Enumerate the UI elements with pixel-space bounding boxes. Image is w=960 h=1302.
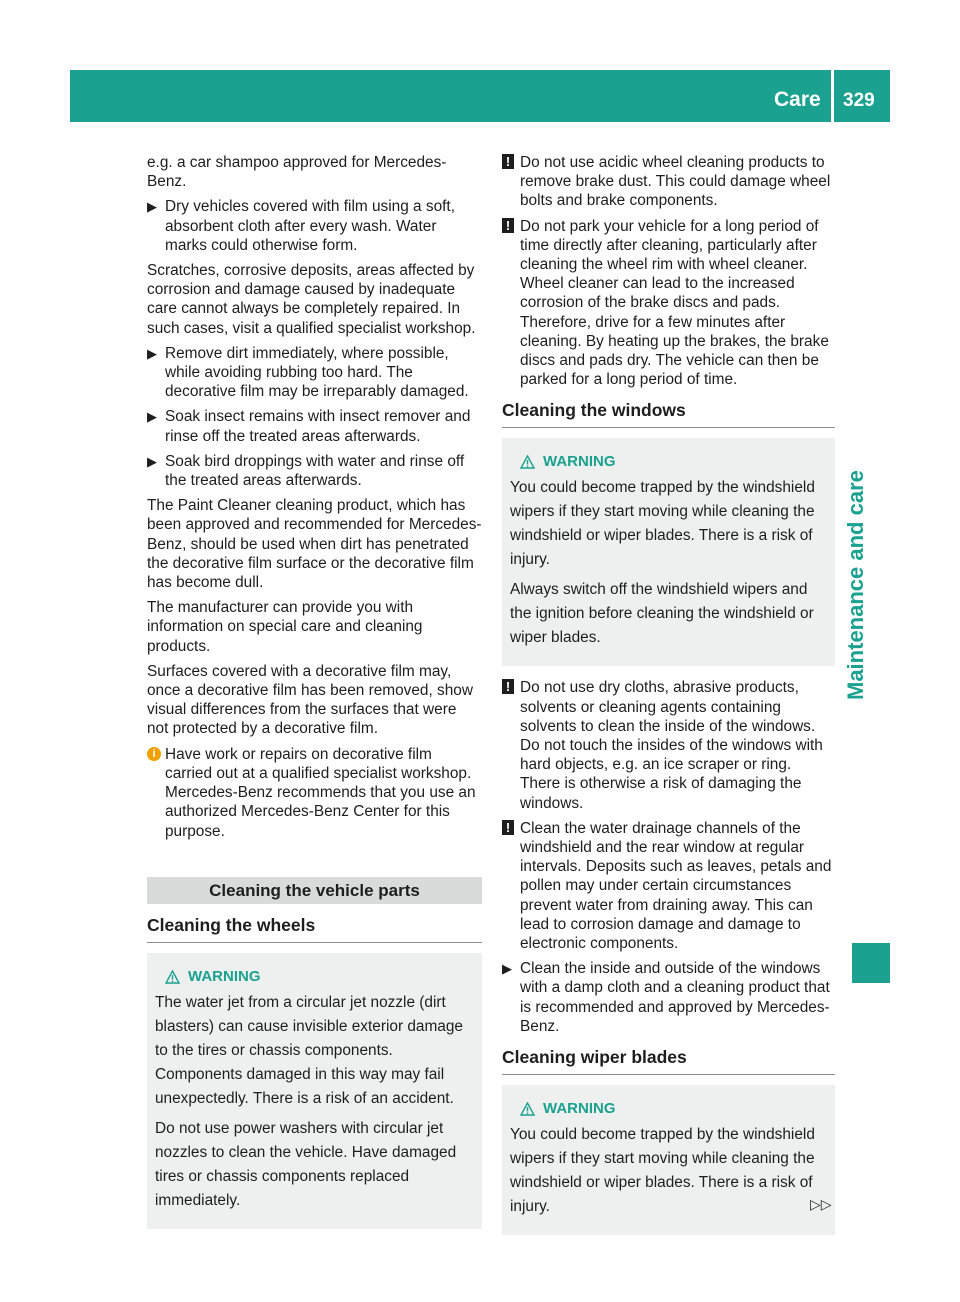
header-section-title: Care xyxy=(774,88,821,111)
page-number: 329 xyxy=(843,90,875,111)
side-tab-label: Maintenance and care xyxy=(843,470,868,700)
paragraph: Surfaces covered with a decorative film may, once a decorative film has been removed, show visual differences from the surfaces that were not protected by a decorative film. xyxy=(147,662,473,738)
subheading: Cleaning wiper blades xyxy=(502,1046,835,1075)
warning-triangle-icon xyxy=(520,1102,535,1116)
instruction-step: ▶ Remove dirt immediately, where possible, while avoiding rubbing too hard. The decorative film may be irreparably damaged. xyxy=(147,344,469,401)
paragraph: Scratches, corrosive deposits, areas affected by corrosion and damage caused by inadequate care cannot always be completely repaired. In such cases, visit a qualified specialist workshop. xyxy=(147,262,476,337)
exclamation-icon: ! xyxy=(502,820,514,835)
side-tab-marker xyxy=(852,943,890,983)
subheading: Cleaning the windows xyxy=(502,399,835,428)
subheading: Cleaning the wheels xyxy=(147,914,482,943)
step-arrow-icon: ▶ xyxy=(502,961,512,977)
warning-text: Do not use power washers with circular jet nozzles to clean the vehicle. Have damaged tires or chassis components replaced immediately. xyxy=(155,1119,457,1209)
instruction-step: ▶ Soak insect remains with insect remover and rinse off the treated areas afterwards. xyxy=(147,408,471,445)
warning-text: Always switch off the windshield wipers and the ignition before cleaning the windshield or wiper blades. xyxy=(510,581,814,647)
warning-box xyxy=(502,438,835,666)
warning-box xyxy=(502,1085,835,1235)
warning-triangle-icon xyxy=(165,970,180,984)
left-column xyxy=(147,153,482,1241)
section-title: Cleaning the vehicle parts xyxy=(147,877,482,904)
caution-note: ! Do not use dry cloths, abrasive products, solvents or cleaning agents containing solvents to clean the inside of the windows. Do not touch the insides of the windows with hard objects, e.g. an ice scraper or ring. There is otherwise a risk of damaging the windows. xyxy=(502,678,835,812)
caution-note: ! Clean the water drainage channels of the windshield and the rear window at regular intervals. Deposits such as leaves, petals and pollen may under certain circumstances prevent water from draining away. This can lead to corrosion damage and damage to electronic components. xyxy=(502,819,835,953)
exclamation-icon: ! xyxy=(502,679,514,694)
right-column xyxy=(502,153,835,1247)
warning-title: WARNING xyxy=(520,1097,827,1121)
step-arrow-icon: ▶ xyxy=(147,409,157,425)
warning-triangle-icon xyxy=(520,455,535,469)
info-note: i Have work or repairs on decorative film carried out at a qualified specialist workshop. Mercedes-Benz recommends that you use an authorized Mercedes-Benz Center for this purpose. xyxy=(147,745,482,841)
paragraph: The manufacturer can provide you with information on special care and cleaning products. xyxy=(147,599,423,655)
warning-text: You could become trapped by the windshield wipers if they start moving while cleaning the windshield or wiper blades. There is a risk of injury. xyxy=(510,479,815,569)
instruction-step: ▶ Clean the inside and outside of the windows with a damp cloth and a cleaning product that is recommended and approved by Mercedes-Benz. xyxy=(502,960,830,1035)
warning-title: WARNING xyxy=(165,965,474,989)
instruction-step: ▶ Soak bird droppings with water and rinse off the treated areas afterwards. xyxy=(147,452,465,490)
caution-note: ! Do not use acidic wheel cleaning products to remove brake dust. This could damage wheel bolts and brake components. xyxy=(502,153,835,211)
continue-arrow-icon: ▷▷ xyxy=(810,1196,832,1212)
exclamation-icon: ! xyxy=(502,218,514,233)
exclamation-icon: ! xyxy=(502,154,514,169)
step-arrow-icon: ▶ xyxy=(147,199,157,215)
step-arrow-icon: ▶ xyxy=(147,453,157,469)
warning-box xyxy=(147,953,482,1229)
warning-title: WARNING xyxy=(520,450,827,474)
paragraph: e.g. a car shampoo approved for Mercedes-Benz. xyxy=(147,154,447,191)
paragraph: The Paint Cleaner cleaning product, which has been approved and recommended for Mercedes-Benz, should be used when dirt has penetrated the decorative film surface or the decorative film has become dull. xyxy=(147,497,482,592)
step-arrow-icon: ▶ xyxy=(147,345,157,361)
header-bar xyxy=(70,70,890,122)
caution-note: ! Do not park your vehicle for a long period of time directly after cleaning, particularly after cleaning the wheel rim with wheel cleaner. Wheel cleaner can lead to the increased corrosion of the brake discs and pads. Therefore, drive for a few minutes after cleaning. By heating up the brakes, the brake discs and pads dry. The vehicle can then be parked for a long period of time. xyxy=(502,217,835,390)
warning-text: The water jet from a circular jet nozzle (dirt blasters) can cause invisible exterior damage to the tires or chassis components. Components damaged in this way may fail unexpectedly. There is a risk of an accident. xyxy=(155,993,463,1107)
info-icon: i xyxy=(147,747,161,761)
header-separator xyxy=(831,70,834,122)
warning-text: You could become trapped by the windshield wipers if they start moving while cleaning the windshield or wiper blades. There is a risk of injury. xyxy=(510,1126,815,1216)
instruction-step: ▶ Dry vehicles covered with film using a soft, absorbent cloth after every wash. Water marks could otherwise form. xyxy=(147,198,455,254)
